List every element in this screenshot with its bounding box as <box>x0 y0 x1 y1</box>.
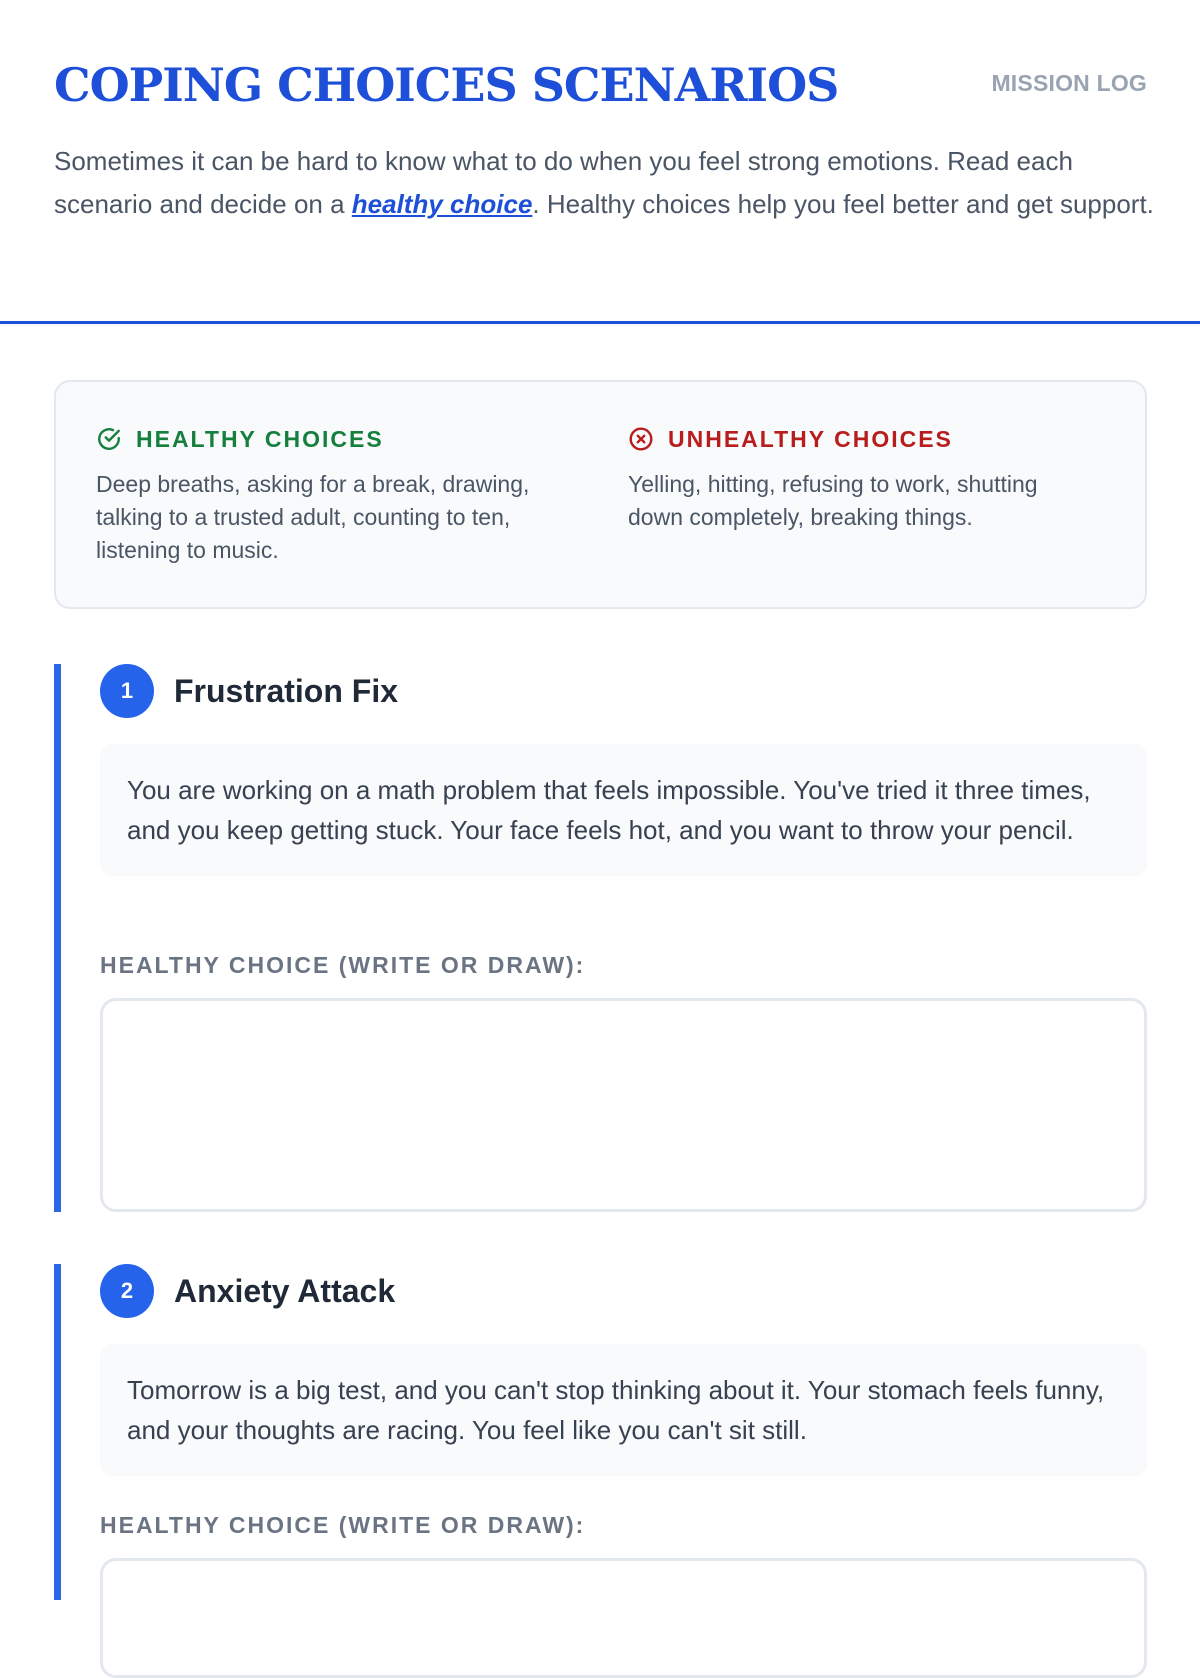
intro-text <box>54 140 1154 226</box>
scenario-prompt: You are working on a math problem that feels impossible. You've tried it three times, and you keep getting stuck. Your face feels hot, and you want to throw your pencil. <box>100 744 1147 876</box>
healthy-choice-link[interactable]: healthy choice <box>351 189 533 219</box>
unhealthy-choices-column <box>628 424 1098 534</box>
scenario-card <box>54 1264 1147 1600</box>
scenario-card <box>54 664 1147 1212</box>
healthy-choices-column <box>96 424 566 567</box>
unhealthy-choices-label: UNHEALTHY CHOICES <box>668 425 953 452</box>
page-title: COPING CHOICES SCENARIOS <box>54 58 839 112</box>
unhealthy-choices-heading <box>628 424 1098 454</box>
healthy-choices-text: Deep breaths, asking for a break, drawing, talking to a trusted adult, counting to ten, listening to music. <box>96 471 530 563</box>
answer-input[interactable] <box>100 1558 1147 1678</box>
answer-label: HEALTHY CHOICE (WRITE OR DRAW): <box>100 1512 586 1538</box>
scenario-number-badge: 2 <box>100 1264 154 1318</box>
check-circle-icon <box>96 426 122 452</box>
healthy-choices-label: HEALTHY CHOICES <box>136 425 384 452</box>
scenario-number-badge: 1 <box>100 664 154 718</box>
answer-input[interactable] <box>100 998 1147 1212</box>
scenario-prompt: Tomorrow is a big test, and you can't stop thinking about it. Your stomach feels funny, and your thoughts are racing. You feel like you can't sit still. <box>100 1344 1147 1476</box>
page-header <box>0 0 1200 324</box>
scenario-title: Anxiety Attack <box>174 1273 396 1309</box>
choices-legend <box>54 380 1147 609</box>
mission-log-link[interactable]: MISSION LOG <box>991 70 1147 96</box>
unhealthy-choices-text: Yelling, hitting, refusing to work, shutting down completely, breaking things. <box>628 471 1038 530</box>
scenario-accent-bar <box>54 1264 61 1600</box>
intro-text-start: Sometimes it can be hard to know what to do when you feel strong emotions. Read each scenario and decide on a <box>54 146 1073 219</box>
answer-label: HEALTHY CHOICE (WRITE OR DRAW): <box>100 952 586 978</box>
intro-text-end: . Healthy choices help you feel better and get support. <box>532 189 1154 219</box>
x-circle-icon <box>628 426 654 452</box>
healthy-choices-heading <box>96 424 566 454</box>
scenario-accent-bar <box>54 664 61 1212</box>
scenario-title: Frustration Fix <box>174 673 399 709</box>
